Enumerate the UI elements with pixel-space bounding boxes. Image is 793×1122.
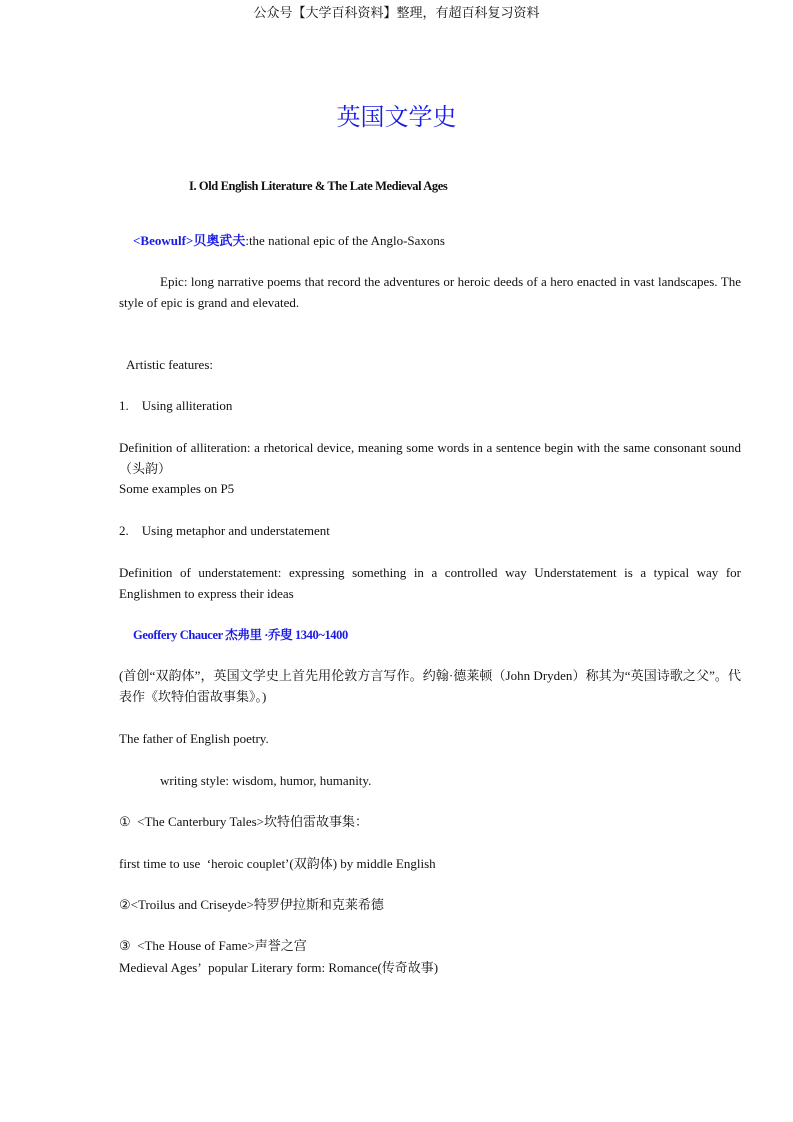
work-1-note: first time to use ‘heroic couplet’(双韵体) by middle English <box>119 856 436 871</box>
alliteration-definition: Definition of alliteration: a rhetorical device, meaning some words in a sentence begin with the same consonant sound（头韵） <box>119 440 741 476</box>
epic-paragraph: Epic: long narrative poems that record the adventures or heroic deeds of a hero enacted in vast landscapes. The style of epic is grand and elevated. <box>119 274 741 310</box>
work-1: ① <The Canterbury Tales>坎特伯雷故事集： <box>119 814 369 829</box>
artistic-features-label: Artistic features: <box>126 357 213 372</box>
work-3: ③ <The House of Fame>声誉之宫 <box>119 938 307 953</box>
section-heading: I. Old English Literature & The Late Medieval Ages <box>189 179 448 193</box>
beowulf-title: <Beowulf>贝奥武夫 <box>133 233 246 248</box>
list-item-2: 2. Using metaphor and understatement <box>119 523 330 538</box>
chaucer-paragraph: (首创“双韵体”，英国文学史上首先用伦敦方言写作。约翰·德莱顿（John Dryden）称其为“英国诗歌之父”。代表作《坎特伯雷故事集》。) <box>119 668 741 704</box>
page-header: 公众号【大学百科资料】整理，有超百科复习资料 <box>253 5 540 20</box>
beowulf-desc: :the national epic of the Anglo-Saxons <box>245 233 445 248</box>
understatement-definition: Definition of understatement: expressing something in a controlled way Understatement is a typical way for Englishmen to express their ideas <box>119 565 741 601</box>
work-2: ②<Troilus and Criseyde>特罗伊拉斯和克莱希德 <box>119 897 384 912</box>
list-item-1: 1. Using alliteration <box>119 398 233 413</box>
beowulf-line <box>133 233 445 249</box>
chaucer-heading: Geoffery Chaucer 杰弗里 ·乔叟 1340~1400 <box>133 628 348 642</box>
page-title: 英国文学史 <box>336 103 457 131</box>
examples-note: Some examples on P5 <box>119 481 235 496</box>
father-line: The father of English poetry. <box>119 731 269 746</box>
romance-line: Medieval Ages’ popular Literary form: Romance(传奇故事) <box>119 960 439 975</box>
writing-style: writing style: wisdom, humor, humanity. <box>160 773 372 788</box>
